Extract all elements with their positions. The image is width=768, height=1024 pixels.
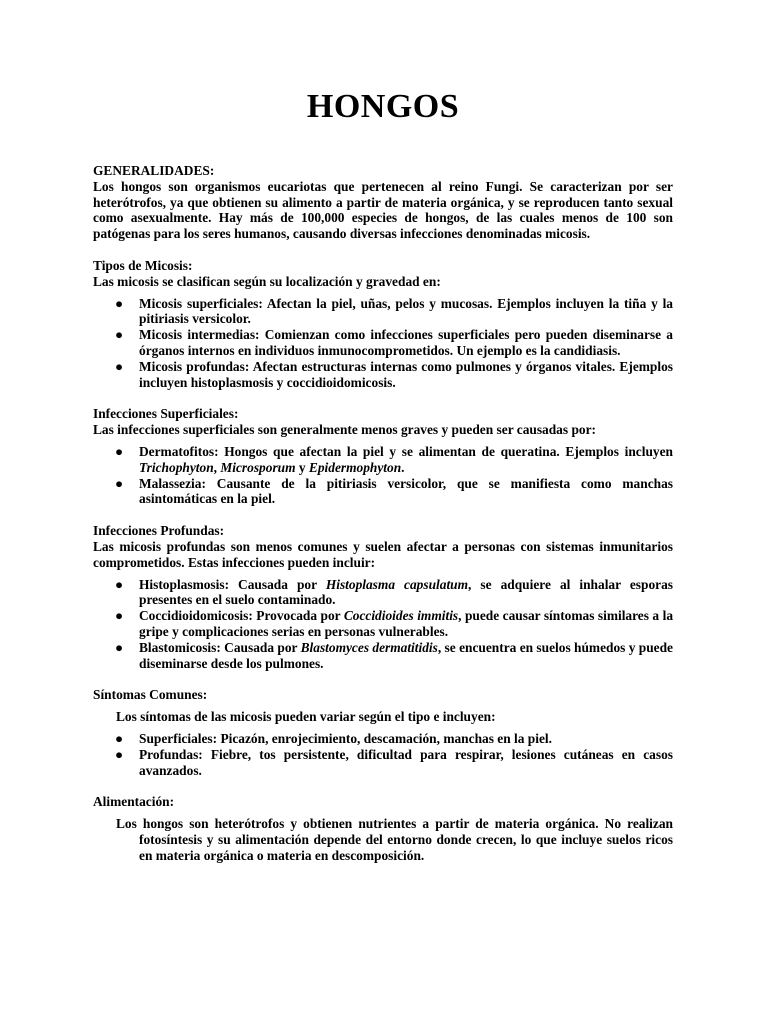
- paragraph-alimentacion: Los hongos son heterótrofos y obtienen nutrientes a partir de materia orgánica. No realizan fotosíntesis y su alimentación depende del entorno donde crecen, lo que incluye suelos ricos en materia orgánica o materia en descomposición.: [116, 816, 673, 863]
- list-item-text: Micosis intermedias: Comienzan como infecciones superficiales pero pueden diseminarse a órganos internos en individuos inmunocomprometidos. Un ejemplo es la candidiasis.: [139, 327, 673, 358]
- section-generalidades: [93, 163, 673, 242]
- list-item-text: , se adquiere al inhalar esporas presentes en el suelo contaminado.: [139, 576, 673, 608]
- species-name: Blastomyces dermatitidis: [300, 639, 438, 655]
- list-item: [93, 731, 673, 747]
- species-name: Trichophyton: [139, 459, 214, 475]
- section-alimentacion: [93, 794, 673, 863]
- list-item-text: Micosis superficiales: Afectan la piel, uñas, pelos y mucosas. Ejemplos incluyen la tiña y la pitiriasis versicolor.: [139, 295, 673, 327]
- bullet-icon: ●: [115, 443, 124, 459]
- section-heading-tipos: Tipos de Micosis:: [93, 257, 193, 273]
- list-item-text: Malassezia: Causante de la pitiriasis versicolor, que se manifiesta como manchas asintomáticas en la piel.: [139, 475, 673, 507]
- separator-text: ,: [213, 459, 221, 475]
- section-heading-alimentacion: Alimentación:: [93, 794, 175, 810]
- bullet-icon: ●: [115, 475, 124, 491]
- bullet-icon: ●: [115, 358, 124, 374]
- list-profundas: [93, 577, 673, 672]
- list-item: [93, 640, 673, 672]
- list-item: [93, 327, 673, 359]
- species-name: Epidermophyton: [308, 459, 402, 475]
- separator-text: y: [295, 459, 309, 475]
- list-item: [93, 444, 673, 476]
- species-name: Microsporum: [220, 459, 296, 475]
- list-item-text: Micosis profundas: Afectan estructuras internas como pulmones y órganos vitales. Ejemplos incluyen histoplasmosis y coccidioidomicosis.: [139, 358, 673, 390]
- list-item-text: Dermatofitos: Hongos que afectan la piel y se alimentan de queratina. Ejemplos incluyen: [139, 443, 673, 459]
- paragraph-generalidades: Los hongos son organismos eucariotas que pertenecen al reino Fungi. Se caracterizan por ser heterótrofos, ya que obtienen su alimento a partir de materia orgánica, y se reproducen tanto sexual como asexualmente. Hay más de 100,000 especies de hongos, de las cuales menos de 100 son patógenas para los seres humanos, causando diversas infecciones denominadas micosis.: [93, 178, 673, 242]
- paragraph-tipos-intro: Las micosis se clasifican según su localización y gravedad en:: [93, 273, 441, 289]
- list-item: [93, 476, 673, 508]
- list-item: [93, 296, 673, 328]
- species-name: Histoplasma capsulatum: [325, 576, 469, 592]
- document-body: [93, 163, 673, 863]
- section-heading-generalidades: GENERALIDADES:: [93, 163, 215, 178]
- list-item: [93, 747, 673, 779]
- list-tipos: [93, 296, 673, 391]
- list-item: [93, 577, 673, 609]
- bullet-icon: ●: [115, 639, 124, 655]
- list-sintomas: [93, 731, 673, 778]
- list-item-text: Profundas: Fiebre, tos persistente, dificultad para respirar, lesiones cutáneas en casos avanzados.: [139, 746, 673, 778]
- document-title: HONGOS: [306, 88, 460, 125]
- list-item: [93, 608, 673, 640]
- bullet-icon: ●: [115, 746, 124, 762]
- list-item-text: , se encuentra en suelos húmedos y puede diseminarse desde los pulmones.: [139, 639, 673, 671]
- list-item-text: Blastomicosis: Causada por: [139, 639, 301, 655]
- list-item-text: Coccidioidomicosis: Provocada por: [139, 608, 344, 624]
- list-superficiales: [93, 444, 673, 507]
- list-item-text: Histoplasmosis: Causada por: [139, 576, 326, 592]
- paragraph-profundas-intro: Las micosis profundas son menos comunes y suelen afectar a personas con sistemas inmunitarios comprometidos. Estas infecciones pueden incluir:: [93, 538, 673, 570]
- paragraph-sintomas-intro: Los síntomas de las micosis pueden variar según el tipo e incluyen:: [116, 709, 496, 725]
- species-name: Coccidioides immitis: [343, 608, 459, 624]
- section-infecciones-profundas: [93, 523, 673, 671]
- bullet-icon: ●: [115, 608, 124, 624]
- separator-text: .: [401, 459, 405, 475]
- section-heading-profundas: Infecciones Profundas:: [93, 523, 225, 539]
- section-sintomas: [93, 687, 673, 778]
- bullet-icon: ●: [115, 576, 124, 592]
- bullet-icon: ●: [115, 295, 124, 311]
- list-item: [93, 359, 673, 391]
- paragraph-superficiales-intro: Las infecciones superficiales son generalmente menos graves y pueden ser causadas por:: [93, 422, 596, 438]
- section-heading-superficiales: Infecciones Superficiales:: [93, 406, 239, 422]
- list-item-text: , puede causar síntomas similares a la gripe y complicaciones serias en personas vulnerables.: [139, 608, 674, 639]
- section-heading-sintomas: Síntomas Comunes:: [93, 687, 208, 703]
- section-tipos-micosis: [93, 258, 673, 390]
- bullet-icon: ●: [115, 730, 124, 746]
- bullet-icon: ●: [115, 327, 124, 343]
- section-infecciones-superficiales: [93, 406, 673, 507]
- list-item-text: Superficiales: Picazón, enrojecimiento, descamación, manchas en la piel.: [139, 730, 552, 746]
